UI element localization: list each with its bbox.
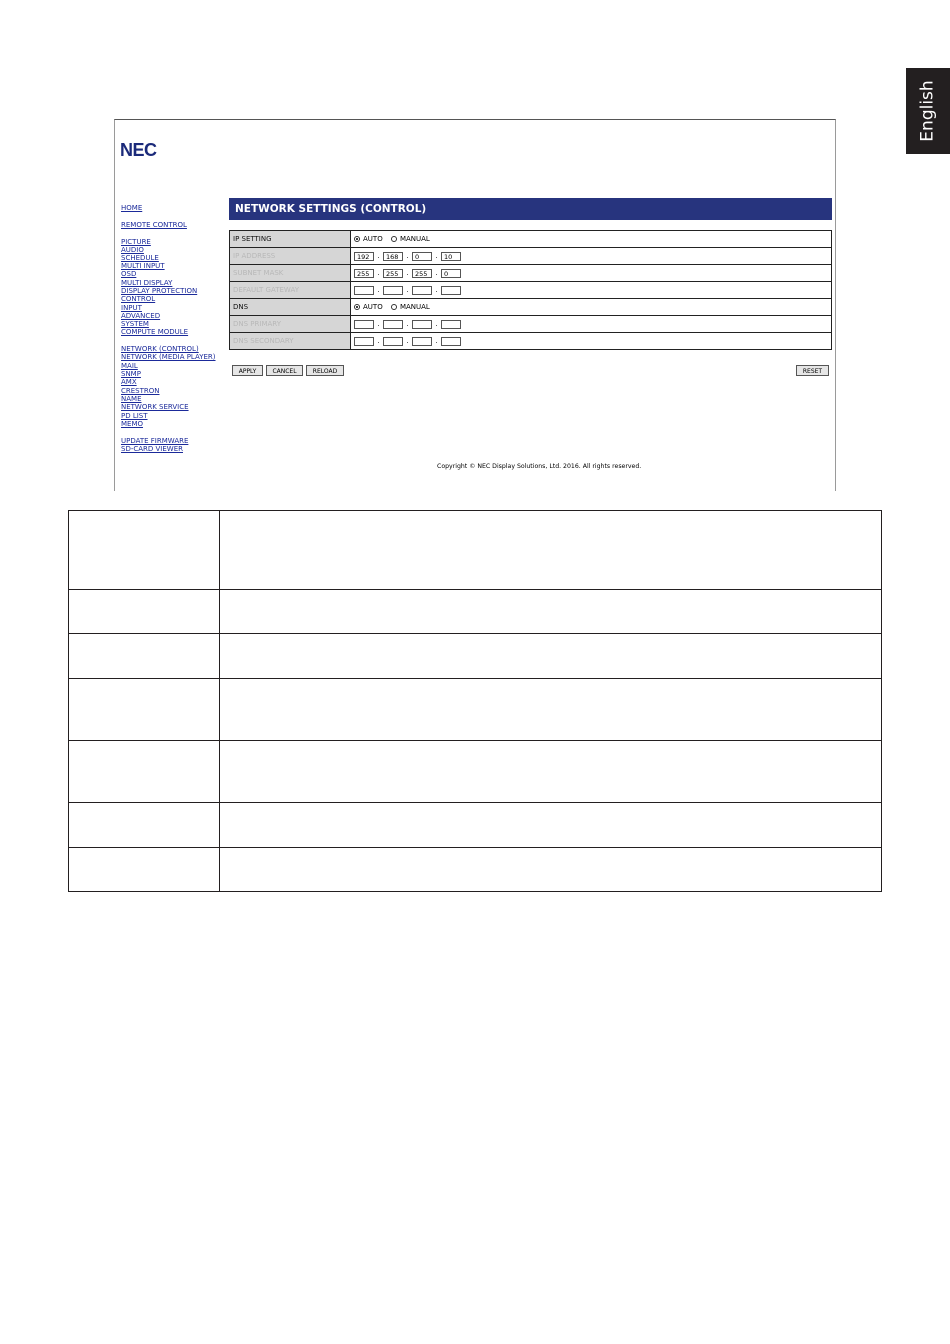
language-label: English [918, 80, 939, 142]
subnet-mask-fields [351, 265, 832, 282]
nav-compute-module[interactable]: COMPUTE MODULE [121, 328, 189, 336]
dns-secondary-octet-2[interactable] [383, 337, 403, 346]
reload-button[interactable]: RELOAD [306, 365, 344, 376]
table-cell [220, 590, 882, 634]
default-gateway-octet-2[interactable] [383, 286, 403, 295]
octet-separator: . [377, 252, 380, 260]
default-gateway-octet-3[interactable] [412, 286, 432, 295]
default-gateway-octet-4[interactable] [441, 286, 461, 295]
octet-separator: . [435, 269, 438, 277]
nav-network-media-player[interactable]: NETWORK (MEDIA PLAYER) [121, 353, 216, 361]
cancel-button[interactable]: CANCEL [266, 365, 303, 376]
nav-mail[interactable]: MAIL [121, 362, 138, 370]
octet-separator: . [377, 320, 380, 328]
nav-display-protection[interactable]: DISPLAY PROTECTION [121, 287, 198, 295]
page-title: NETWORK SETTINGS (CONTROL) [229, 198, 832, 220]
dns-primary-octet-2[interactable] [383, 320, 403, 329]
nav-advanced[interactable]: ADVANCED [121, 312, 161, 320]
nav-network-service[interactable]: NETWORK SERVICE [121, 403, 189, 411]
nav-memo[interactable]: MEMO [121, 420, 144, 428]
table-cell [69, 679, 220, 741]
nec-logo: NEC [120, 140, 157, 160]
octet-separator: . [435, 337, 438, 345]
table-row [69, 634, 882, 679]
nav-sd-card-viewer[interactable]: SD-CARD VIEWER [121, 445, 183, 453]
table-row [69, 511, 882, 590]
default-gateway-fields [351, 282, 832, 299]
ip-address-fields [351, 248, 832, 265]
ip-address-label: IP ADDRESS [230, 248, 351, 265]
dns-secondary-row [230, 333, 832, 350]
octet-separator: . [406, 337, 409, 345]
ip-setting-label: IP SETTING [230, 231, 351, 248]
dns-primary-label: DNS PRIMARY [230, 316, 351, 333]
table-cell [220, 848, 882, 892]
language-tab [906, 68, 950, 154]
dns-secondary-octet-1[interactable] [354, 337, 374, 346]
dns-secondary-label: DNS SECONDARY [230, 333, 351, 350]
nav-name[interactable]: NAME [121, 395, 142, 403]
table-cell [220, 679, 882, 741]
table-row [69, 848, 882, 892]
ip-auto-radio[interactable] [354, 236, 360, 242]
ip-setting-options [351, 231, 832, 248]
ip-address-row [230, 248, 832, 265]
subnet-mask-octet-4[interactable]: 0 [441, 269, 461, 278]
nav-pd-list[interactable]: PD LIST [121, 412, 148, 420]
nav-picture[interactable]: PICTURE [121, 238, 151, 246]
subnet-mask-octet-2[interactable]: 255 [383, 269, 403, 278]
dns-row [230, 299, 832, 316]
ip-address-octet-2[interactable]: 168 [383, 252, 403, 261]
nav-osd[interactable]: OSD [121, 270, 137, 278]
nav-control[interactable]: CONTROL [121, 295, 156, 303]
table-row [69, 590, 882, 634]
dns-primary-octet-1[interactable] [354, 320, 374, 329]
ip-address-octet-4[interactable]: 10 [441, 252, 461, 261]
octet-separator: . [406, 320, 409, 328]
table-cell [220, 511, 882, 590]
octet-separator: . [435, 252, 438, 260]
dns-secondary-octet-4[interactable] [441, 337, 461, 346]
dns-auto-radio[interactable] [354, 304, 360, 310]
dns-label: DNS [230, 299, 351, 316]
dns-manual-radio[interactable] [391, 304, 397, 310]
nav-input[interactable]: INPUT [121, 304, 142, 312]
dns-primary-octet-4[interactable] [441, 320, 461, 329]
dns-secondary-fields [351, 333, 832, 350]
table-row [69, 679, 882, 741]
octet-separator: . [435, 320, 438, 328]
nav-schedule[interactable]: SCHEDULE [121, 254, 159, 262]
subnet-mask-label: SUBNET MASK [230, 265, 351, 282]
dns-manual-label: MANUAL [399, 303, 430, 311]
octet-separator: . [406, 269, 409, 277]
nav-crestron[interactable]: CRESTRON [121, 387, 160, 395]
description-table [68, 510, 882, 892]
nav-snmp[interactable]: SNMP [121, 370, 141, 378]
dns-options [351, 299, 832, 316]
copyright-text: Copyright © NEC Display Solutions, Ltd. 2016. All rights reserved. [437, 463, 642, 470]
reset-button[interactable]: RESET [796, 365, 829, 376]
apply-button[interactable]: APPLY [232, 365, 263, 376]
subnet-mask-row [230, 265, 832, 282]
default-gateway-octet-1[interactable] [354, 286, 374, 295]
subnet-mask-octet-3[interactable]: 255 [412, 269, 432, 278]
ip-address-octet-3[interactable]: 0 [412, 252, 432, 261]
nav-multi-input[interactable]: MULTI INPUT [121, 262, 165, 270]
ip-manual-radio[interactable] [391, 236, 397, 242]
nav-remote-control[interactable]: REMOTE CONTROL [121, 221, 187, 229]
table-row [69, 803, 882, 848]
ip-manual-label: MANUAL [399, 235, 430, 243]
dns-primary-row [230, 316, 832, 333]
ip-setting-row [230, 231, 832, 248]
octet-separator: . [377, 269, 380, 277]
dns-primary-fields [351, 316, 832, 333]
table-cell [220, 803, 882, 848]
table-cell [69, 590, 220, 634]
nav-amx[interactable]: AMX [121, 378, 137, 386]
octet-separator: . [377, 337, 380, 345]
default-gateway-row [230, 282, 832, 299]
table-cell [69, 803, 220, 848]
nav-multi-display[interactable]: MULTI DISPLAY [121, 279, 173, 287]
nav-system[interactable]: SYSTEM [121, 320, 149, 328]
table-cell [69, 848, 220, 892]
ip-address-octet-1[interactable]: 192 [354, 252, 374, 261]
default-gateway-label: DEFAULT GATEWAY [230, 282, 351, 299]
octet-separator: . [406, 252, 409, 260]
table-cell [220, 741, 882, 803]
nav-network-control[interactable]: NETWORK (CONTROL) [121, 345, 199, 353]
table-cell [69, 511, 220, 590]
dns-secondary-octet-3[interactable] [412, 337, 432, 346]
octet-separator: . [406, 286, 409, 294]
octet-separator: . [377, 286, 380, 294]
octet-separator: . [435, 286, 438, 294]
table-cell [220, 634, 882, 679]
table-row [69, 741, 882, 803]
nav-update-firmware[interactable]: UPDATE FIRMWARE [121, 437, 189, 445]
table-cell [69, 634, 220, 679]
dns-auto-label: AUTO [363, 303, 383, 311]
table-cell [69, 741, 220, 803]
nav-audio[interactable]: AUDIO [121, 246, 144, 254]
network-settings-table [229, 230, 832, 350]
subnet-mask-octet-1[interactable]: 255 [354, 269, 374, 278]
ip-auto-label: AUTO [363, 235, 383, 243]
dns-primary-octet-3[interactable] [412, 320, 432, 329]
web-ui-screenshot [114, 119, 836, 491]
nav-home[interactable]: HOME [121, 204, 143, 212]
